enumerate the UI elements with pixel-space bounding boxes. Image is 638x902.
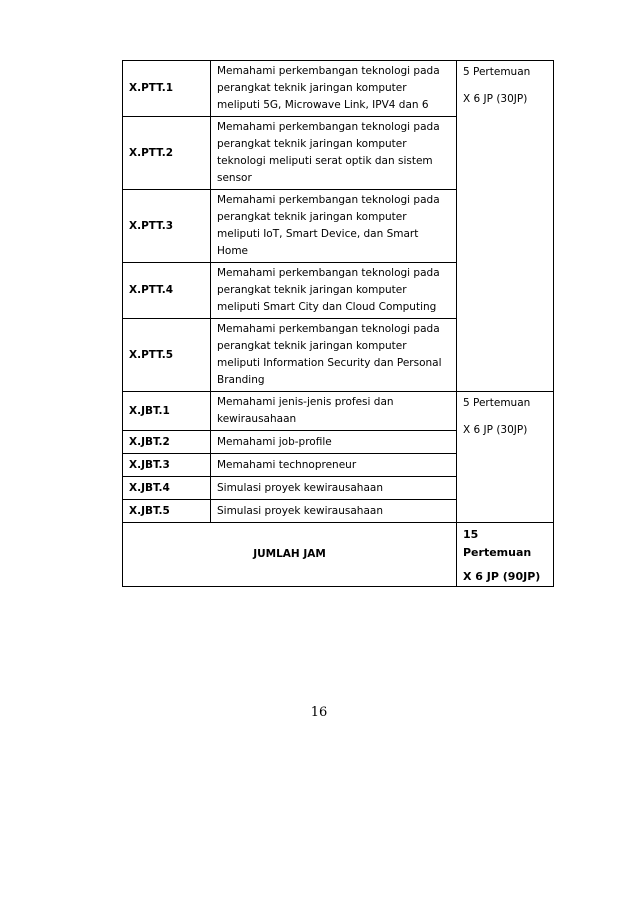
description-cell: Simulasi proyek kewirausahaan	[211, 477, 457, 500]
code-cell: X.JBT.3	[123, 454, 211, 477]
description-cell: Memahami perkembangan teknologi pada perangkat teknik jaringan komputer meliputi 5G, Microwave Link, IPV4 dan 6	[211, 61, 457, 117]
description-cell: Memahami technopreneur	[211, 454, 457, 477]
code-cell: X.JBT.1	[123, 392, 211, 431]
description-cell: Memahami perkembangan teknologi pada perangkat teknik jaringan komputer meliputi IoT, Smart Device, dan Smart Home	[211, 190, 457, 263]
total-sessions-unit: Pertemuan	[463, 546, 532, 559]
duration-cell	[457, 61, 554, 392]
total-label: JUMLAH JAM	[123, 523, 457, 587]
duration-hours: X 6 JP (30JP)	[463, 93, 528, 105]
description-cell: Memahami job-profile	[211, 431, 457, 454]
total-sessions-count: 15	[463, 528, 479, 541]
curriculum-table	[122, 60, 554, 587]
code-cell: X.PTT.3	[123, 190, 211, 263]
code-cell: X.JBT.5	[123, 500, 211, 523]
duration-hours: X 6 JP (30JP)	[463, 424, 528, 436]
code-cell: X.PTT.5	[123, 319, 211, 392]
total-value-cell	[457, 523, 554, 587]
code-cell: X.JBT.4	[123, 477, 211, 500]
table-row	[123, 392, 554, 431]
code-cell: X.PTT.4	[123, 263, 211, 319]
total-row	[123, 523, 554, 587]
duration-sessions: 5 Pertemuan	[463, 397, 531, 409]
description-cell: Memahami jenis-jenis profesi dan kewirausahaan	[211, 392, 457, 431]
total-hours: X 6 JP (90JP)	[463, 570, 541, 583]
code-cell: X.PTT.1	[123, 61, 211, 117]
description-cell: Memahami perkembangan teknologi pada perangkat teknik jaringan komputer teknologi meliputi serat optik dan sistem sensor	[211, 117, 457, 190]
code-cell: X.PTT.2	[123, 117, 211, 190]
description-cell: Memahami perkembangan teknologi pada perangkat teknik jaringan komputer meliputi Smart City dan Cloud Computing	[211, 263, 457, 319]
duration-sessions: 5 Pertemuan	[463, 66, 531, 78]
duration-cell	[457, 392, 554, 523]
description-cell: Memahami perkembangan teknologi pada perangkat teknik jaringan komputer meliputi Information Security dan Personal Branding	[211, 319, 457, 392]
code-cell: X.JBT.2	[123, 431, 211, 454]
page-number: 16	[310, 705, 328, 720]
description-cell: Simulasi proyek kewirausahaan	[211, 500, 457, 523]
table-row	[123, 61, 554, 117]
